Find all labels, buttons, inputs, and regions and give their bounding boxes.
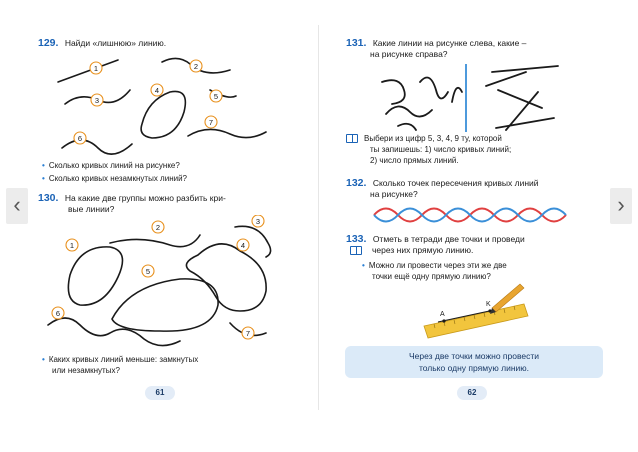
page-divider — [318, 25, 319, 410]
task-133-text-1: Отметь в тетради две точки и проведи — [372, 234, 525, 244]
task-133-question: • Можно ли провести через эти же две точки ещё одну прямую линию? — [362, 261, 507, 281]
page-number-left: 61 — [145, 386, 175, 400]
curve-2 — [110, 235, 200, 247]
label-4: 4 — [240, 241, 246, 250]
curve-7 — [188, 129, 266, 137]
left-curve-5 — [452, 88, 462, 102]
ruler — [424, 304, 528, 338]
task-132-number: 132. — [346, 177, 367, 189]
point-k-label: K — [486, 301, 491, 308]
task-129-question-1-text: Сколько кривых линий на рисунке? — [48, 161, 180, 170]
label-6: 6 — [77, 134, 83, 143]
left-curve-3 — [420, 78, 448, 99]
task-130-figure — [40, 215, 280, 353]
task-130-question: • Каких кривых линий меньше: замкнутых или незамкнутых? — [42, 355, 199, 375]
task-129-number: 129. — [38, 37, 59, 49]
rule-text-1: Через две точки можно провести — [408, 351, 540, 361]
task-130-text-1: На какие две группы можно разбить кри- — [64, 193, 226, 203]
point-a — [442, 319, 445, 322]
digits-task — [346, 133, 511, 166]
label-3: 3 — [255, 217, 261, 226]
label-6: 6 — [55, 309, 61, 318]
task-130-question-text-1: Каких кривых линий меньше: замкнутых — [48, 355, 199, 364]
task-130-question-text-2: или незамкнутых? — [52, 366, 120, 375]
curve-6 — [62, 140, 132, 154]
label-1: 1 — [93, 64, 99, 73]
right-line-5 — [496, 118, 554, 128]
task-130-text-2: вые линии? — [68, 204, 115, 214]
ruler-pencil-figure — [420, 282, 530, 342]
closed-curve-4 — [141, 91, 185, 138]
right-line-2 — [486, 72, 526, 86]
task-132-figure — [372, 200, 572, 230]
label-3: 3 — [94, 96, 100, 105]
label-5: 5 — [145, 267, 151, 276]
digits-text-2: ты запишешь: 1) число кривых линий; — [370, 145, 512, 154]
task-129-figure — [40, 52, 280, 160]
task-133-number: 133. — [346, 233, 367, 245]
right-line-1 — [492, 66, 558, 72]
closed-curve-5 — [112, 279, 218, 331]
task-129-question-1: • Сколько кривых линий на рисунке? — [42, 161, 180, 170]
book-icon — [350, 246, 362, 255]
label-2: 2 — [155, 223, 161, 232]
task-133-question-text-1: Можно ли провести через эти же две — [368, 261, 507, 270]
book-icon — [346, 134, 358, 143]
label-1: 1 — [69, 241, 75, 250]
task-129-text: Найди «лишнюю» линию. — [64, 38, 167, 48]
label-4: 4 — [154, 86, 160, 95]
line-1 — [58, 60, 118, 82]
task-129-question-2-text: Сколько кривых незамкнутых линий? — [48, 174, 187, 183]
digits-text-3: 2) число прямых линий. — [370, 156, 459, 165]
task-131-text-1: Какие линии на рисунке слева, какие – — [372, 38, 527, 48]
label-7: 7 — [208, 118, 214, 127]
task-131-number: 131. — [346, 37, 367, 49]
task-131-figure — [370, 62, 570, 134]
label-2: 2 — [193, 62, 199, 71]
digits-text-1: Выбери из цифр 5, 3, 4, 9 ту, которой — [364, 134, 502, 143]
task-129-header — [38, 38, 166, 49]
closed-curve-1 — [68, 247, 122, 305]
task-133-text-2: через них прямую линию. — [372, 245, 474, 255]
label-7: 7 — [245, 329, 251, 338]
task-132-text-2: на рисунке? — [370, 189, 418, 199]
left-curve-2 — [386, 106, 432, 116]
left-curve-1 — [382, 80, 405, 104]
task-133-header — [346, 234, 525, 256]
next-page-button[interactable]: › — [610, 188, 632, 224]
closed-curve-4 — [186, 244, 266, 311]
rule-text-2: только одну прямую линию. — [418, 363, 530, 373]
task-130-header — [38, 193, 226, 215]
page-number-right: 62 — [457, 386, 487, 400]
task-129-question-2: • Сколько кривых незамкнутых линий? — [42, 174, 187, 183]
point-a-label: A — [440, 311, 445, 318]
left-curve-4 — [398, 124, 416, 130]
task-132-text-1: Сколько точек пересечения кривых линий — [372, 178, 539, 188]
task-133-question-text-2: точки ещё одну прямую линию? — [372, 272, 491, 281]
task-132-header — [346, 178, 539, 200]
rule-info-box — [345, 346, 603, 378]
task-131-header — [346, 38, 526, 60]
label-5: 5 — [213, 92, 219, 101]
task-131-text-2: на рисунке справа? — [370, 49, 448, 59]
right-line-3 — [498, 90, 542, 108]
prev-page-button[interactable]: ‹ — [6, 188, 28, 224]
task-130-number: 130. — [38, 192, 59, 204]
